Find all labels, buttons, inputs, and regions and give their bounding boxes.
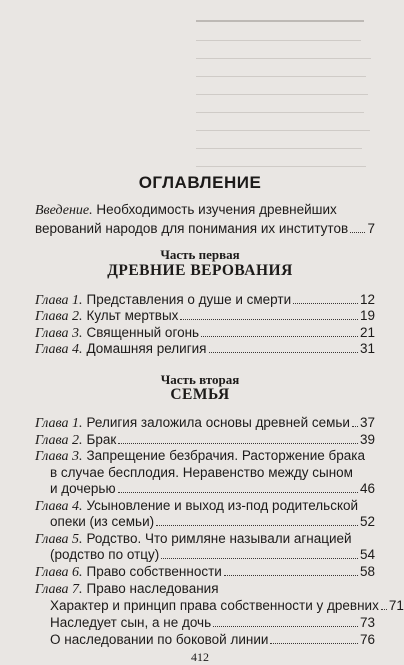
chapter-label: Глава 4. [35, 499, 83, 514]
subsection-title: Характер и принцип права собственности у древних [50, 598, 379, 613]
chapter-label: Глава 2. [35, 433, 83, 448]
chapter-title: Право наследования [86, 581, 219, 596]
dot-leader [201, 336, 358, 337]
part1-label: Часть первая [160, 247, 240, 262]
chapter-title-continued: опеки (из семьи) [50, 514, 155, 529]
toc-intro-entry [35, 201, 375, 238]
page-number: 58 [359, 564, 375, 579]
toc-entry [35, 340, 375, 358]
dot-leader [118, 492, 358, 493]
chapter-label: Глава 1. [35, 293, 83, 308]
dot-leader [350, 232, 365, 233]
chapter-title: Усыновление и выход из-под родительской [86, 498, 359, 513]
toc-entry-continued [50, 513, 375, 531]
page-number: 54 [359, 547, 375, 562]
dot-leader [270, 643, 358, 644]
chapter-title: Представления о душе и смерти [86, 292, 292, 307]
page-number: 76 [359, 632, 375, 647]
page-number: 12 [359, 292, 375, 307]
intro-label: Введение. [35, 203, 93, 218]
chapter-label: Глава 1. [35, 416, 83, 431]
toc-entry [35, 414, 375, 432]
chapter-label: Глава 6. [35, 565, 83, 580]
show-through-texture [0, 0, 400, 200]
toc-subentry [50, 631, 375, 649]
chapter-title: Культ мертвых [86, 308, 179, 323]
page-number: 52 [359, 514, 375, 529]
page-number: 19 [359, 308, 375, 323]
dot-leader [156, 525, 358, 526]
page-title: ОГЛАВЛЕНИЕ [138, 173, 262, 192]
dot-leader [161, 558, 358, 559]
chapter-title: Брак [86, 432, 117, 447]
dot-leader [293, 303, 358, 304]
dot-leader [118, 443, 358, 444]
chapter-label: Глава 5. [35, 532, 83, 547]
page-folio: 412 [191, 650, 209, 664]
chapter-title: Право собственности [86, 564, 222, 579]
chapter-label: Глава 4. [35, 342, 83, 357]
page-number: 37 [359, 415, 376, 430]
chapter-label: Глава 3. [35, 326, 83, 341]
dot-leader [180, 319, 358, 320]
chapter-title-continued: в случае бесплодия. Неравенство между сыном [50, 465, 353, 480]
toc-entry [35, 580, 375, 598]
chapter-label: Глава 7. [35, 582, 83, 597]
chapter-title-continued: (родство по отцу) [50, 547, 160, 562]
page-number: 46 [359, 481, 375, 496]
toc-entry [35, 307, 375, 325]
intro-text-line1: Необходимость изучения древнейших [96, 202, 337, 217]
top-edge-line [196, 20, 364, 22]
chapter-label: Глава 2. [35, 309, 83, 324]
chapter-title: Домашняя религия [86, 341, 207, 356]
dot-leader [209, 352, 358, 353]
toc-entry [35, 563, 375, 581]
subsection-title: Наследует сын, а не дочь [50, 615, 212, 630]
dot-leader [213, 626, 358, 627]
chapter-title: Священный огонь [86, 325, 200, 340]
intro-page: 7 [367, 221, 375, 236]
toc-subentry [50, 597, 404, 615]
dot-leader [381, 609, 387, 610]
page-number: 31 [359, 341, 375, 356]
toc-entry-continued [50, 480, 375, 498]
page-number: 71 [388, 598, 404, 613]
page-number: 73 [359, 615, 375, 630]
chapter-label: Глава 3. [35, 449, 83, 464]
toc-entry [35, 447, 375, 465]
part1-title: ДРЕВНИЕ ВЕРОВАНИЯ [107, 262, 293, 279]
dot-leader [352, 426, 358, 427]
page-number: 39 [359, 432, 375, 447]
toc-entry-continued [50, 546, 375, 564]
chapter-title: Родство. Что римляне называли агнацией [86, 531, 352, 546]
page-number: 21 [359, 325, 375, 340]
subsection-title: О наследовании по боковой линии [50, 632, 269, 647]
dot-leader [224, 575, 358, 576]
chapter-title-continued: и дочерью [50, 481, 116, 496]
chapter-title: Запрещение безбрачия. Расторжение брака [86, 448, 365, 463]
intro-text-line2: верований народов для понимания их институтов [35, 221, 349, 236]
toc-subentry [50, 614, 375, 632]
chapter-title: Религия заложила основы древней семьи [86, 415, 350, 430]
part2-label: Часть вторая [160, 372, 240, 387]
part2-title: СЕМЬЯ [170, 386, 230, 403]
